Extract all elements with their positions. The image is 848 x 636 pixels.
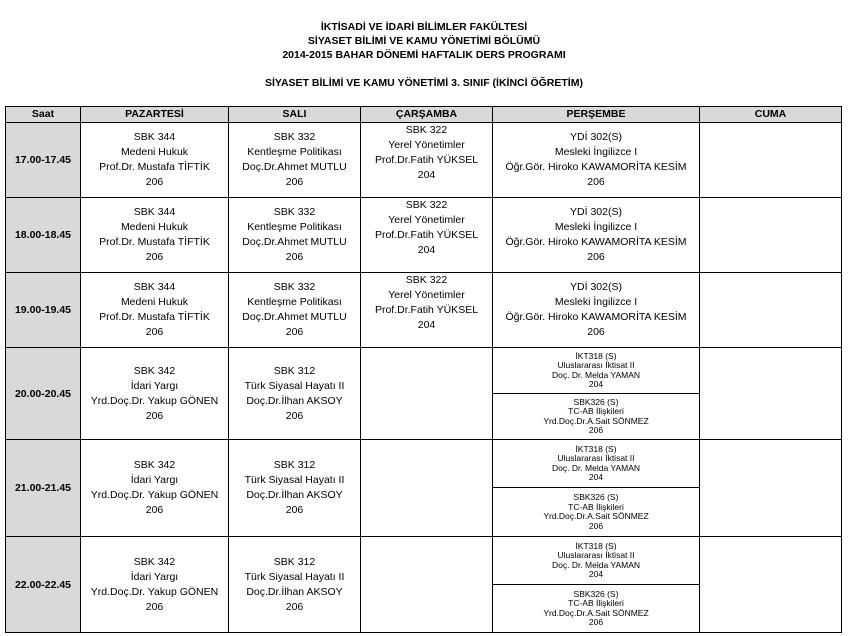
course-teacher: Öğr.Gör. Hiroko KAWAMORİTA KESİM [505, 311, 687, 323]
course-name: Yerel Yönetimler [388, 139, 465, 151]
course-cell [229, 440, 361, 537]
col-header-tuesday: SALI [229, 107, 361, 123]
course-name: İdari Yargı [130, 474, 179, 486]
course-teacher: Doç.Dr.Ahmet MUTLU [242, 236, 347, 248]
course-name: İdari Yargı [130, 570, 179, 583]
course-room: 204 [417, 319, 436, 331]
empty-cell [361, 440, 493, 537]
course-room: 204 [588, 472, 604, 482]
course-teacher: Öğr.Gör. Hiroko KAWAMORİTA KESİM [505, 236, 687, 248]
course-code: SBK 342 [133, 364, 176, 377]
course-room: 206 [285, 326, 304, 338]
course-teacher: Doç.Dr.Ahmet MUTLU [242, 161, 347, 173]
course-name: Kentleşme Politikası [247, 146, 342, 158]
course-name: Uluslararası İktisat II [557, 550, 635, 560]
course-teacher: Yrd.Doç.Dr. Yakup GÖNEN [90, 394, 219, 407]
course-teacher: Prof.Dr.Fatih YÜKSEL [374, 304, 479, 316]
course-teacher: Prof.Dr.Fatih YÜKSEL [374, 154, 479, 166]
course-code: SBK 342 [133, 459, 176, 471]
time-slot: 22.00-22.45 [6, 537, 81, 633]
course-cell [81, 537, 229, 633]
col-header-time: Saat [6, 107, 81, 123]
course-code: SBK 344 [133, 281, 176, 293]
course-room: 206 [145, 251, 164, 263]
course-room: 206 [588, 617, 604, 627]
table-row [6, 348, 842, 440]
course-code: SBK 342 [133, 555, 176, 568]
course-room: 206 [587, 251, 605, 263]
course-teacher: Yrd.Doç.Dr.A.Sait SÖNMEZ [543, 607, 649, 618]
course-room: 206 [145, 326, 164, 338]
course-room: 206 [285, 251, 304, 263]
course-teacher: Prof.Dr. Mustafa TİFTİK [99, 161, 210, 173]
time-slot: 19.00-19.45 [6, 273, 81, 348]
table-row [6, 273, 842, 348]
course-name: TC-AB İlişkileri [568, 598, 624, 608]
course-cell [229, 273, 361, 348]
time-slot: 20.00-20.45 [6, 348, 81, 440]
course-room: 204 [417, 169, 436, 181]
elective-course-a [493, 440, 699, 488]
course-name: Kentleşme Politikası [247, 296, 342, 308]
course-teacher: Doç.Dr.İlhan AKSOY [246, 585, 343, 598]
course-code: İKT318 (S) [575, 540, 617, 551]
course-teacher: Doç. Dr. Melda YAMAN [551, 369, 641, 380]
course-code: YDİ 302(S) [570, 281, 622, 293]
course-teacher: Yrd.Doç.Dr. Yakup GÖNEN [90, 489, 219, 501]
course-name: Medeni Hukuk [120, 146, 189, 158]
course-code: SBK 322 [405, 274, 448, 286]
course-teacher: Doç.Dr.İlhan AKSOY [246, 489, 343, 501]
course-code: SBK 312 [273, 555, 316, 568]
course-room: 206 [588, 425, 604, 435]
empty-cell [700, 348, 842, 440]
course-code: SBK 322 [405, 199, 448, 211]
course-teacher: Doç. Dr. Melda YAMAN [551, 462, 641, 473]
course-name: Kentleşme Politikası [247, 221, 342, 233]
col-header-monday: PAZARTESİ [81, 107, 229, 123]
time-slot: 18.00-18.45 [6, 198, 81, 273]
elective-course-a [493, 348, 699, 394]
course-room: 204 [588, 569, 604, 579]
course-code: SBK 332 [273, 281, 316, 293]
course-room: 206 [145, 409, 164, 422]
course-room: 206 [587, 326, 605, 338]
course-teacher: Yrd.Doç.Dr.A.Sait SÖNMEZ [543, 511, 649, 521]
table-row [6, 440, 842, 537]
class-title: SİYASET BİLİMİ VE KAMU YÖNETİMİ 3. SINIF (İKİNCİ ÖĞRETİM) [265, 77, 583, 89]
course-cell [361, 123, 493, 198]
course-cell [81, 348, 229, 440]
table-row [6, 198, 842, 273]
course-code: İKT318 (S) [575, 350, 617, 361]
course-name: TC-AB İlişkileri [568, 501, 624, 512]
course-cell [81, 273, 229, 348]
course-code: SBK 312 [273, 459, 316, 471]
course-name: Türk Siyasal Hayatı II [244, 570, 345, 583]
time-slot: 21.00-21.45 [6, 440, 81, 537]
empty-cell [700, 123, 842, 198]
course-room: 206 [285, 409, 304, 422]
schedule-table [5, 106, 842, 633]
col-header-friday: CUMA [700, 107, 842, 123]
course-name: Yerel Yönetimler [388, 289, 465, 301]
table-row [6, 537, 842, 633]
course-name: Yerel Yönetimler [388, 214, 465, 226]
course-teacher: Yrd.Doç.Dr.A.Sait SÖNMEZ [543, 415, 649, 426]
course-name: Mesleki İngilizce I [554, 146, 638, 158]
course-room: 206 [145, 504, 164, 516]
table-row [6, 123, 842, 198]
time-slot: 17.00-17.45 [6, 123, 81, 198]
course-cell [229, 537, 361, 633]
course-code: SBK 332 [273, 206, 316, 218]
course-cell [229, 348, 361, 440]
empty-cell [700, 273, 842, 348]
course-cell [81, 440, 229, 537]
department-title: SİYASET BİLİMİ VE KAMU YÖNETİMİ BÖLÜMÜ [307, 35, 541, 47]
empty-cell [700, 198, 842, 273]
course-code: SBK 344 [133, 206, 176, 218]
course-name: Medeni Hukuk [120, 296, 189, 308]
course-name: Uluslararası İktisat II [557, 453, 635, 463]
course-name: Türk Siyasal Hayatı II [244, 474, 345, 486]
empty-cell [361, 537, 493, 633]
course-room: 206 [588, 520, 604, 531]
course-teacher: Öğr.Gör. Hiroko KAWAMORİTA KESİM [505, 161, 687, 173]
course-name: TC-AB İlişkileri [568, 406, 624, 416]
empty-cell [700, 537, 842, 633]
course-cell [493, 198, 700, 273]
course-name: Mesleki İngilizce I [554, 296, 638, 308]
faculty-title: İKTİSADİ VE İDARİ BİLİMLER FAKÜLTESİ [320, 21, 528, 33]
course-code: SBK326 (S) [573, 588, 619, 599]
course-room: 206 [587, 176, 605, 188]
course-name: Türk Siyasal Hayatı II [244, 379, 345, 392]
course-code: SBK 312 [273, 364, 316, 377]
course-code: İKT318 (S) [575, 443, 617, 454]
course-code: SBK 344 [133, 131, 176, 143]
course-cell [229, 123, 361, 198]
course-code: SBK326 (S) [573, 492, 619, 502]
course-teacher: Prof.Dr. Mustafa TİFTİK [99, 236, 210, 248]
elective-course-a [493, 537, 699, 585]
course-cell [493, 123, 700, 198]
course-teacher: Doç. Dr. Melda YAMAN [551, 559, 641, 570]
course-name: Medeni Hukuk [120, 221, 189, 233]
empty-cell [361, 348, 493, 440]
course-room: 206 [145, 176, 164, 188]
course-room: 206 [145, 600, 164, 613]
course-code: SBK 332 [273, 131, 316, 143]
course-cell [81, 123, 229, 198]
course-code: YDİ 302(S) [570, 131, 622, 143]
course-teacher: Yrd.Doç.Dr. Yakup GÖNEN [90, 585, 219, 598]
elective-course-b [493, 585, 699, 632]
course-name: İdari Yargı [130, 379, 179, 392]
course-code: YDİ 302(S) [570, 206, 622, 218]
course-room: 206 [285, 504, 304, 516]
empty-cell [700, 440, 842, 537]
course-room: 206 [285, 176, 304, 188]
split-course-cell [493, 537, 700, 633]
split-course-cell [493, 348, 700, 440]
header-row [6, 107, 842, 123]
course-cell [81, 198, 229, 273]
course-teacher: Prof.Dr. Mustafa TİFTİK [99, 311, 210, 323]
course-teacher: Prof.Dr.Fatih YÜKSEL [374, 229, 479, 241]
split-course-cell [493, 440, 700, 537]
course-cell [361, 198, 493, 273]
course-room: 204 [588, 379, 604, 389]
course-cell [493, 273, 700, 348]
course-teacher: Doç.Dr.İlhan AKSOY [246, 394, 343, 407]
elective-course-b [493, 488, 699, 536]
course-cell [361, 273, 493, 348]
course-code: SBK326 (S) [573, 396, 619, 407]
course-teacher: Doç.Dr.Ahmet MUTLU [242, 311, 347, 323]
col-header-wednesday: ÇARŞAMBA [361, 107, 493, 123]
course-room: 204 [417, 244, 436, 256]
course-code: SBK 322 [405, 124, 448, 136]
course-name: Mesleki İngilizce I [554, 221, 638, 233]
course-name: Uluslararası İktisat II [557, 360, 635, 370]
elective-course-b [493, 394, 699, 439]
program-title: 2014-2015 BAHAR DÖNEMİ HAFTALIK DERS PROGRAMI [282, 49, 566, 61]
col-header-thursday: PERŞEMBE [493, 107, 700, 123]
course-room: 206 [285, 600, 304, 613]
course-cell [229, 198, 361, 273]
